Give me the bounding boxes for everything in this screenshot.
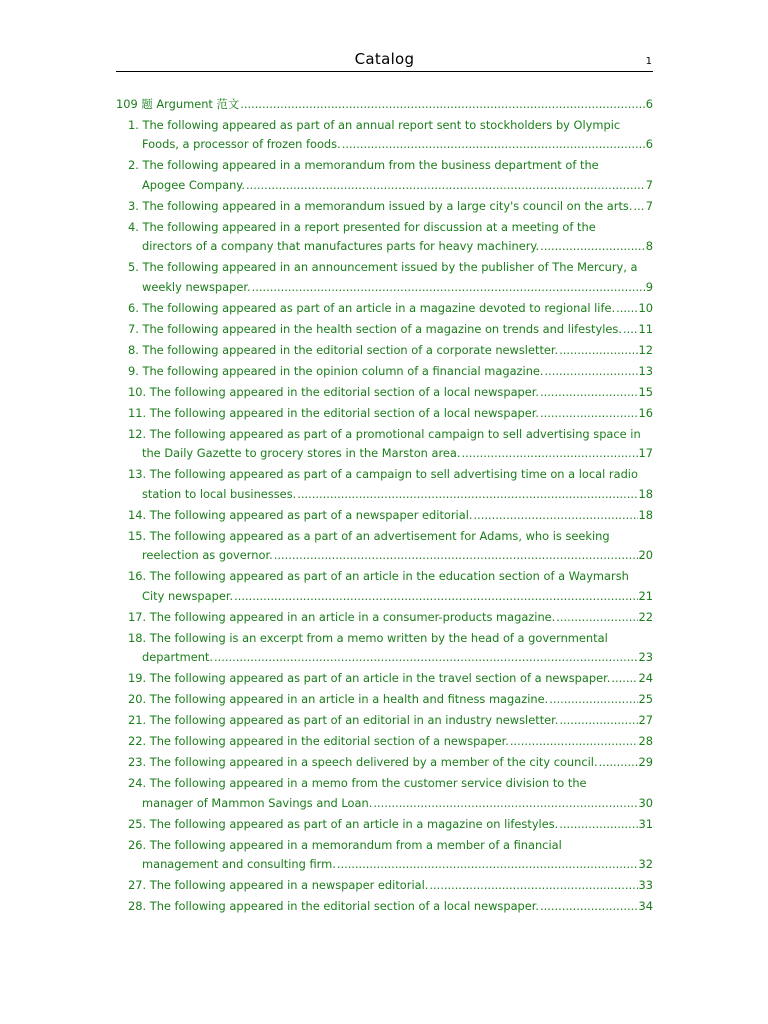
toc-entry-page: 32 — [638, 857, 653, 871]
toc-entry-text: 7. The following appeared in the health section of a magazine on trends and lifestyles. — [128, 321, 622, 336]
toc-top-entry-page: 6 — [645, 97, 653, 111]
toc-entry-text: 23. The following appeared in a speech delivered by a member of the city council. — [128, 755, 598, 769]
toc-entry-page: 6 — [645, 137, 653, 151]
toc-entry[interactable] — [116, 527, 653, 566]
toc-entry-text: department. — [142, 650, 214, 664]
toc-entry-line-continued — [116, 237, 653, 257]
toc-leader-dots — [545, 362, 638, 382]
toc-entry-page: 30 — [638, 795, 653, 810]
toc-entry[interactable] — [116, 465, 653, 504]
toc-entry-page: 27 — [638, 713, 653, 727]
toc-entry[interactable] — [116, 362, 653, 382]
toc-leader-dots — [559, 711, 637, 731]
toc-entry-text: 3. The following appeared in a memorandum issued by a large city's council on the arts. — [128, 198, 633, 213]
toc-entry-page: 25 — [638, 692, 653, 706]
toc-entry-page: 34 — [638, 899, 653, 913]
toc-leader-dots — [337, 855, 638, 875]
toc-entry[interactable] — [116, 218, 653, 257]
toc-entry-line — [116, 690, 653, 710]
toc-entry-text: 6. The following appeared as part of an article in a magazine devoted to regional life. — [128, 300, 616, 315]
toc-entry[interactable] — [116, 341, 653, 361]
toc-entry-text: manager of Mammon Savings and Loan. — [142, 795, 373, 810]
toc-entry-text: 12. The following appeared as part of a promotional campaign to sell advertising space in — [128, 426, 641, 441]
toc-entry-text: 10. The following appeared in the editorial section of a local newspaper. — [128, 384, 540, 399]
toc-entry-page: 29 — [638, 755, 653, 769]
toc-entry-line-continued — [116, 855, 653, 875]
toc-entry[interactable] — [116, 753, 653, 773]
toc-leader-dots — [623, 320, 638, 340]
toc-leader-dots — [297, 485, 637, 505]
toc-entry-line — [116, 608, 653, 628]
toc-entry[interactable] — [116, 320, 653, 340]
toc-entry[interactable] — [116, 299, 653, 319]
toc-entry-page: 9 — [645, 279, 653, 294]
toc-entry-page: 13 — [638, 363, 653, 378]
toc-entry-text: 14. The following appeared as part of a newspaper editorial. — [128, 507, 473, 522]
toc-entry[interactable] — [116, 383, 653, 403]
toc-entry-page: 23 — [638, 650, 653, 664]
toc-entry-text: 8. The following appeared in the editorial section of a corporate newsletter. — [128, 342, 559, 357]
toc-leader-dots — [599, 753, 638, 773]
toc-entry-line-continued — [116, 135, 653, 155]
page-title: Catalog — [354, 50, 415, 68]
toc-leader-dots — [342, 135, 645, 155]
toc-entry[interactable] — [116, 116, 653, 155]
toc-entry-page: 24 — [638, 671, 653, 685]
toc-entry-text: City newspaper. — [142, 588, 234, 603]
toc-entry[interactable] — [116, 836, 653, 875]
toc-entry[interactable] — [116, 815, 653, 835]
toc-leader-dots — [540, 383, 637, 403]
toc-entry-text: management and consulting firm. — [142, 857, 336, 871]
toc-entry-line — [116, 425, 653, 445]
toc-entry-page: 8 — [645, 239, 653, 253]
toc-leader-dots — [549, 690, 637, 710]
toc-entry-line — [116, 320, 653, 340]
toc-entry-text: station to local businesses. — [142, 486, 297, 501]
toc-entry-page: 7 — [645, 198, 653, 213]
toc-entry-page: 10 — [638, 300, 653, 315]
toc-leader-dots — [462, 444, 638, 464]
toc-entry-page: 31 — [638, 816, 653, 831]
toc-entry-line — [116, 567, 653, 587]
toc-entry-line — [116, 732, 653, 752]
toc-entry-text: 5. The following appeared in an announcement issued by the publisher of The Mercury, a — [128, 260, 638, 274]
toc-leader-dots — [540, 897, 637, 917]
toc-entry-line — [116, 383, 653, 403]
toc-entry-line — [116, 815, 653, 835]
toc-entry[interactable] — [116, 732, 653, 752]
toc-entry-text: 19. The following appeared as part of an article in the travel section of a newspaper. — [128, 671, 611, 685]
toc-entry-text: 25. The following appeared as part of an article in a magazine on lifestyles. — [128, 816, 559, 831]
toc-leader-dots — [559, 341, 637, 361]
toc-entry-page: 18 — [638, 486, 653, 501]
toc-leader-dots — [540, 237, 645, 257]
toc-entry-text: 16. The following appeared as part of an article in the education section of a Waymarsh — [128, 569, 629, 583]
toc-entry-text: Apogee Company. — [142, 177, 246, 192]
toc-entry-page: 12 — [638, 342, 653, 357]
toc-entry-page: 33 — [638, 878, 653, 892]
table-of-contents — [116, 95, 653, 918]
toc-entry-line-continued — [116, 485, 653, 505]
page-number: 1 — [645, 56, 652, 67]
toc-entry-page: 21 — [638, 588, 653, 603]
toc-entry-line-continued — [116, 278, 653, 298]
toc-entry-line — [116, 629, 653, 649]
toc-entry-text: 17. The following appeared in an article in a consumer-products magazine. — [128, 609, 556, 624]
toc-entry-line-continued — [116, 444, 653, 464]
toc-entry-page: 11 — [638, 321, 653, 336]
toc-entry-line — [116, 669, 653, 689]
page-header — [116, 50, 653, 72]
toc-leader-dots — [559, 815, 637, 835]
toc-entry-line — [116, 753, 653, 773]
toc-entry-text: 18. The following is an excerpt from a memo written by the head of a governmental — [128, 630, 608, 645]
toc-entry-line-continued — [116, 648, 653, 668]
toc-entry[interactable] — [116, 156, 653, 195]
toc-entry-page: 22 — [638, 609, 653, 624]
toc-entry-line — [116, 197, 653, 217]
toc-entry-page: 20 — [638, 548, 653, 562]
toc-entry[interactable] — [116, 506, 653, 526]
toc-leader-dots — [474, 506, 638, 526]
toc-entry-text: 26. The following appeared in a memorandum from a member of a financial — [128, 837, 562, 852]
toc-entry[interactable] — [116, 629, 653, 668]
toc-entry[interactable] — [116, 669, 653, 689]
toc-entry-text: 11. The following appeared in the editorial section of a local newspaper. — [128, 405, 540, 420]
toc-entry-text: weekly newspaper. — [142, 279, 251, 294]
toc-leader-dots — [214, 648, 637, 668]
toc-entry-text: directors of a company that manufactures parts for heavy machinery. — [142, 239, 540, 253]
toc-entry-text: 1. The following appeared as part of an annual report sent to stockholders by Olympic — [128, 117, 621, 132]
toc-entry-line — [116, 258, 653, 278]
toc-entry-line — [116, 506, 653, 526]
toc-leader-dots — [556, 608, 637, 628]
toc-entry-line — [116, 897, 653, 917]
toc-entry-page: 28 — [638, 734, 653, 748]
toc-entry-line — [116, 116, 653, 136]
toc-entry-line — [116, 156, 653, 176]
toc-entry-text: 20. The following appeared in an article in a health and fitness magazine. — [128, 692, 549, 706]
toc-entry-line — [116, 836, 653, 856]
toc-entry-text: 9. The following appeared in the opinion column of a financial magazine. — [128, 363, 544, 378]
toc-entry-line — [116, 404, 653, 424]
toc-entry-line — [116, 299, 653, 319]
toc-top-entry-title: 109 题 Argument 范文 — [116, 97, 240, 111]
toc-entry-page: 15 — [638, 384, 653, 399]
toc-leader-dots — [429, 876, 637, 896]
toc-entry-line — [116, 527, 653, 547]
toc-entry[interactable] — [116, 897, 653, 917]
toc-entry-page: 18 — [638, 507, 653, 522]
toc-leader-dots — [234, 587, 637, 607]
toc-entry-page: 16 — [638, 405, 653, 420]
toc-entry-line — [116, 774, 653, 794]
toc-entry-text: 27. The following appeared in a newspaper editorial. — [128, 878, 429, 892]
toc-entry[interactable] — [116, 404, 653, 424]
toc-leader-dots — [510, 732, 638, 752]
toc-entry-text: the Daily Gazette to grocery stores in the Marston area. — [142, 446, 461, 460]
toc-top-entry[interactable] — [116, 95, 653, 115]
toc-entry[interactable] — [116, 711, 653, 731]
toc-leader-dots — [373, 794, 637, 814]
toc-leader-dots — [540, 404, 637, 424]
toc-leader-dots — [616, 299, 637, 319]
toc-entry-line — [116, 876, 653, 896]
toc-leader-dots — [611, 669, 637, 689]
toc-entry[interactable] — [116, 567, 653, 606]
toc-entry-line — [116, 341, 653, 361]
toc-entry-list — [116, 116, 653, 917]
toc-entry-line — [116, 218, 653, 238]
toc-entry-text: Foods, a processor of frozen foods. — [142, 137, 341, 151]
toc-entry[interactable] — [116, 608, 653, 628]
toc-entry-line — [116, 465, 653, 485]
toc-entry[interactable] — [116, 690, 653, 710]
toc-entry-text: 28. The following appeared in the editorial section of a local newspaper. — [128, 899, 540, 913]
toc-leader-dots — [274, 546, 638, 566]
toc-entry-page: 7 — [645, 177, 653, 192]
toc-entry-text: 24. The following appeared in a memo from the customer service division to the — [128, 776, 587, 790]
toc-entry-line-continued — [116, 546, 653, 566]
toc-entry-text: 22. The following appeared in the editorial section of a newspaper. — [128, 734, 509, 748]
toc-entry[interactable] — [116, 425, 653, 464]
toc-entry[interactable] — [116, 774, 653, 813]
toc-entry-text: 21. The following appeared as part of an editorial in an industry newsletter. — [128, 713, 559, 727]
toc-leader-dots — [252, 278, 645, 298]
toc-entry-line-continued — [116, 794, 653, 814]
toc-entry-text: 13. The following appeared as part of a campaign to sell advertising time on a local radio — [128, 467, 638, 481]
toc-entry-text: reelection as governor. — [142, 548, 273, 562]
toc-entry[interactable] — [116, 258, 653, 297]
toc-leader-dots — [240, 95, 644, 115]
toc-entry[interactable] — [116, 876, 653, 896]
toc-entry-page: 17 — [638, 446, 653, 460]
toc-entry-line-continued — [116, 176, 653, 196]
toc-leader-dots — [246, 176, 645, 196]
toc-entry-text: 2. The following appeared in a memorandum from the business department of the — [128, 158, 599, 172]
toc-entry-line — [116, 711, 653, 731]
toc-entry-line-continued — [116, 587, 653, 607]
toc-leader-dots — [633, 197, 644, 217]
toc-entry-text: 4. The following appeared in a report presented for discussion at a meeting of the — [128, 219, 596, 234]
toc-entry-text: 15. The following appeared as a part of an advertisement for Adams, who is seeking — [128, 528, 610, 543]
toc-entry[interactable] — [116, 197, 653, 217]
toc-entry-line — [116, 362, 653, 382]
